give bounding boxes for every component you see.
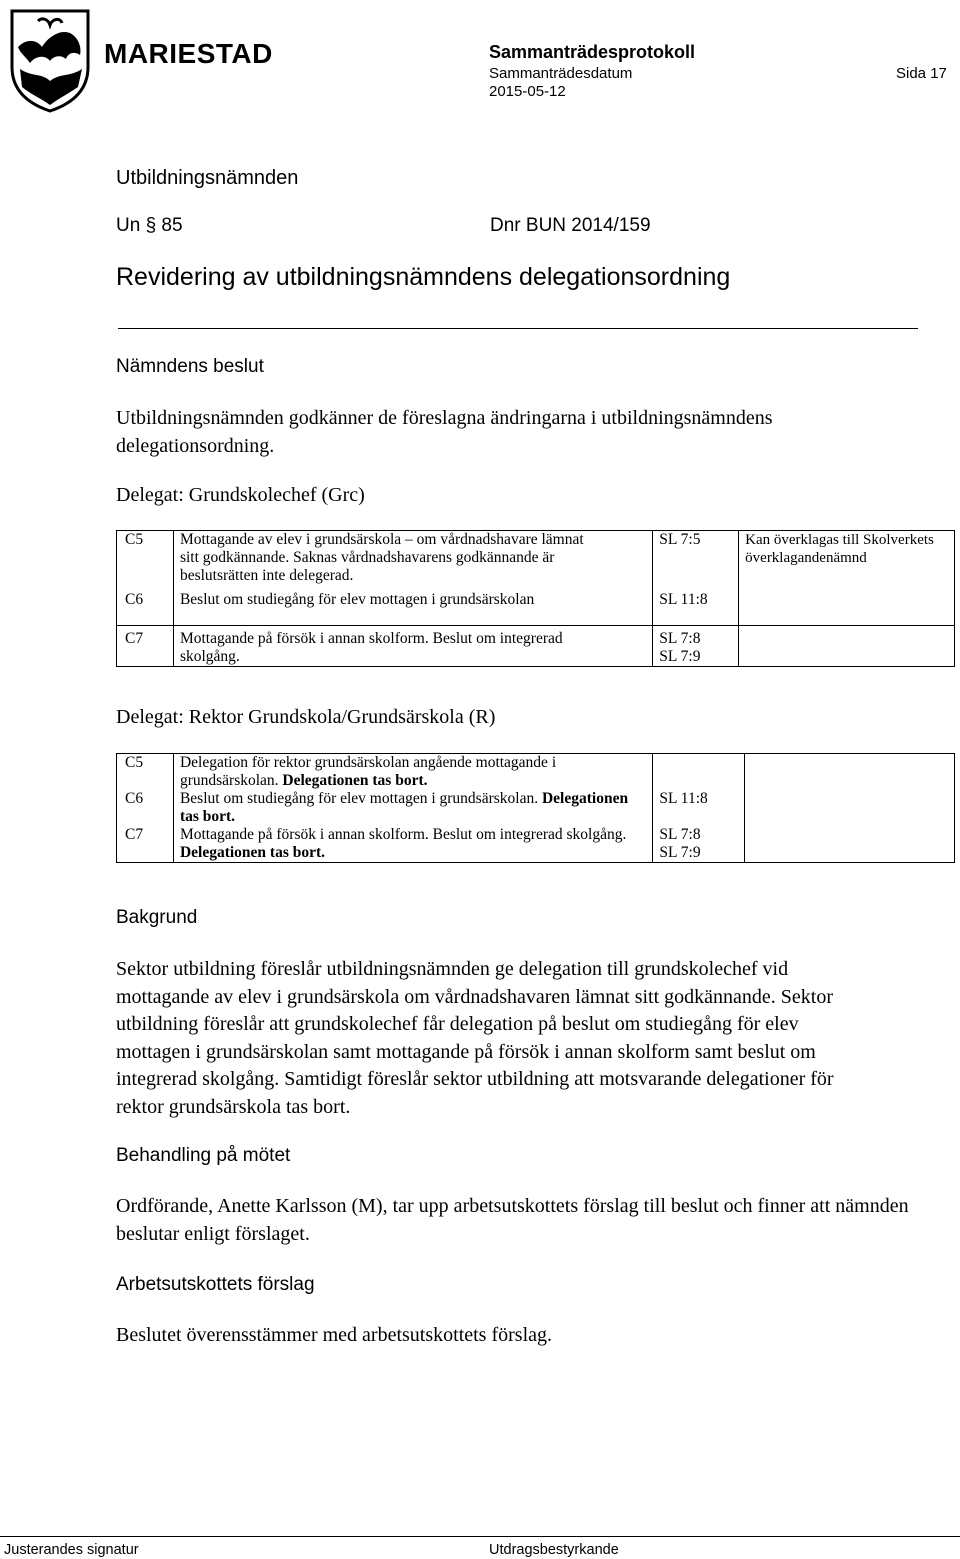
row-law: SL 7:8 SL 7:9 — [653, 625, 739, 666]
committee-text: Beslutet överensstämmer med arbetsutskottets förslag. — [116, 1324, 553, 1346]
page-title: Revidering av utbildningsnämndens delegationsordning — [116, 263, 731, 291]
row-removed-note: Delegationen tas bort. — [282, 772, 428, 789]
board-name: Utbildningsnämnden — [116, 167, 299, 189]
decision-text: Utbildningsnämnden godkänner de föreslagna ändringarna i utbildningsnämndens delegationsordning. — [116, 407, 773, 457]
row-code: C6 — [117, 585, 174, 625]
row-text: Beslut om studiegång för elev mottagen i grundsärskolan. — [179, 790, 539, 807]
row-removed-note: Delegationen tas bort. — [179, 844, 326, 861]
row-removed-note: Delegationen tas bort. — [179, 790, 629, 825]
meeting-heading: Behandling på mötet — [116, 1145, 291, 1166]
row-code: C5 — [117, 531, 174, 586]
row-appeal — [739, 625, 955, 666]
brand-name: MARIESTAD — [104, 38, 273, 69]
decision-heading: Nämndens beslut — [116, 356, 264, 377]
table-row — [117, 625, 955, 666]
background-heading: Bakgrund — [116, 907, 198, 928]
committee-heading: Arbetsutskottets förslag — [116, 1274, 315, 1295]
registration-number: Dnr BUN 2014/159 — [490, 215, 651, 236]
footer-divider — [0, 1536, 960, 1537]
row-text: Beslut om studiegång för elev mottagen i grundsärskolan — [173, 585, 652, 625]
title-divider — [118, 328, 918, 329]
footer-signature: Justerandes signatur — [4, 1542, 139, 1558]
page-number: Sida 17 — [896, 65, 947, 82]
row-code: C7 — [117, 826, 174, 863]
row-appeal: Kan överklagas till Skolverkets överklagandenämnd — [739, 531, 955, 626]
row-text: Mottagande på försök i annan skolform. Beslut om integrerad skolgång. — [173, 625, 652, 666]
row-law: SL 11:8 — [653, 585, 739, 625]
mariestad-logo-icon — [8, 7, 92, 113]
row-law: SL 11:8 — [653, 790, 745, 826]
doc-type: Sammanträdesprotokoll — [489, 42, 696, 62]
delegat1-label: Delegat: Grundskolechef (Grc) — [116, 484, 365, 506]
row-appeal — [745, 754, 955, 863]
delegation-table-grc — [116, 530, 955, 667]
table-row — [117, 754, 955, 791]
delegat2-label: Delegat: Rektor Grundskola/Grundsärskola (R) — [116, 706, 496, 728]
meeting-date: 2015-05-12 — [489, 83, 566, 100]
row-text: Mottagande av elev i grundsärskola – om vårdnadshavare lämnat sitt godkännande. Saknas vårdnadshavarens godkännande är beslutsrätten inte delegerad. — [173, 531, 652, 586]
background-text: Sektor utbildning föreslår utbildningsnämnden ge delegation till grundskolechef vid mottagande av elev i grundsärskola om vårdnadshavaren lämnat sitt godkännande. Sektor utbildning föreslår att grundskolechef får delegation på beslut om studiegång för elev mottagen i grundsärskolan samt mottagande på försök i annan skolform samt beslut om integrerad skolgång. Samtidigt föreslår sektor utbildning att motsvarande delegationer för rektor grundsärskola tas bort. — [116, 958, 834, 1118]
row-law: SL 7:5 — [653, 531, 739, 586]
row-text: Delegation för rektor grundsärskolan angående mottagande i grundsärskolan. — [179, 754, 557, 789]
meeting-text: Ordförande, Anette Karlsson (M), tar upp arbetsutskottets förslag till beslut och finner att nämnden beslutar enligt förslaget. — [116, 1195, 909, 1245]
row-code: C5 — [117, 754, 174, 791]
row-law: SL 7:8 SL 7:9 — [653, 826, 745, 863]
row-law — [653, 754, 745, 791]
delegation-table-rektor — [116, 753, 955, 863]
row-code: C7 — [117, 625, 174, 666]
date-label: Sammanträdesdatum — [489, 65, 633, 82]
table-row — [117, 531, 955, 586]
case-number: Un § 85 — [116, 215, 183, 236]
row-text: Mottagande på försök i annan skolform. Beslut om integrerad skolgång. — [179, 826, 627, 843]
row-code: C6 — [117, 790, 174, 826]
footer-certification: Utdragsbestyrkande — [489, 1542, 619, 1558]
